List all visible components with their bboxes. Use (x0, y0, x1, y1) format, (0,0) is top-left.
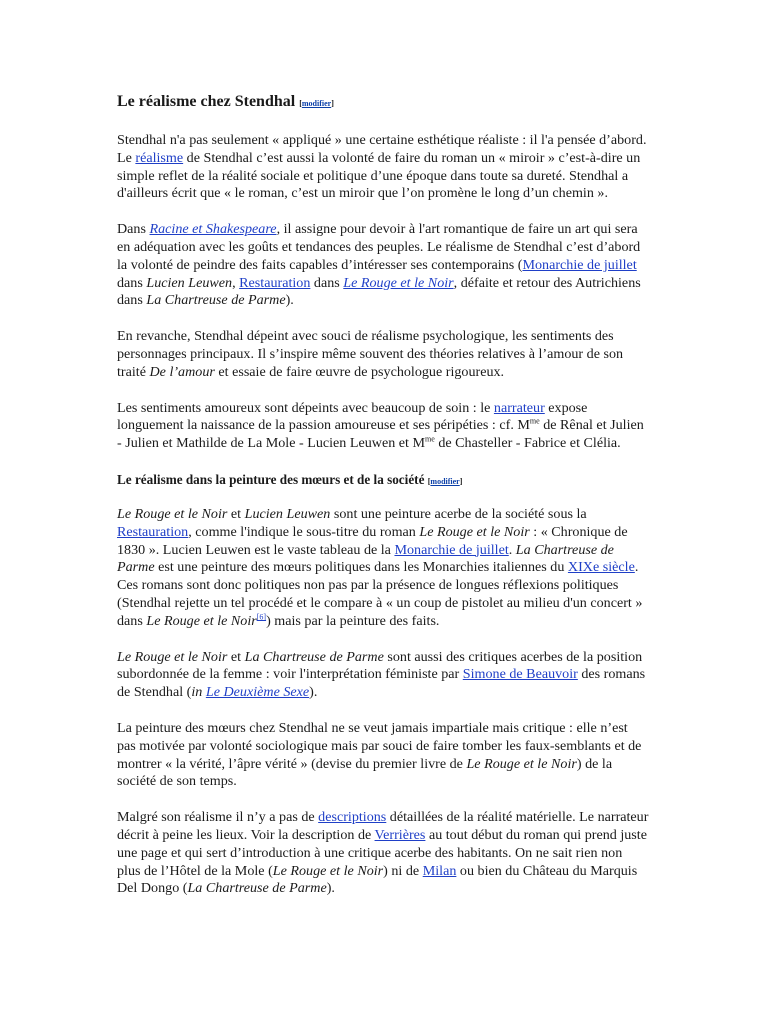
edit-link-wrapper: [modifier] (299, 99, 334, 108)
paragraph-5 (117, 506, 649, 631)
text: ). (326, 880, 335, 897)
text: dans (310, 274, 344, 291)
link-descriptions[interactable]: descriptions (318, 809, 387, 826)
text: de Stendhal c’est aussi la volonté de faire du roman un « miroir » c’est-à-dire un simple reflet de la réalité sociale et politique d’une époque dans toute sa dureté. Stendhal a d'ailleurs écrit que « le roman, c’est un miroir que l’on promène le long d’un chemin ». (117, 149, 641, 202)
text: La peinture des mœurs chez Stendhal ne se veut jamais impartiale mais critique : elle n’est pas motivée par volonté sociologique mais par souci de faire tomber les faux-semblants et de montrer « la vérité, l’âpre vérité » (devise du premier livre de (117, 719, 642, 772)
link-narrateur[interactable]: narrateur (493, 399, 545, 416)
text: ou bien du Château du Marquis Del Dongo ( (117, 862, 638, 897)
link-simone-beauvoir[interactable]: Simone de Beauvoir (462, 666, 578, 683)
title-italic: Le Rouge et le Noir (146, 612, 257, 629)
text: , comme l'indique le sous-titre du roman (188, 523, 420, 540)
edit-link[interactable]: modifier (301, 99, 332, 108)
title-italic: Le Rouge et le Noir (419, 523, 530, 540)
title-italic: Le Rouge et le Noir (117, 648, 228, 665)
text: : « Chronique de 1830 ». Lucien Leuwen est le vaste tableau de la (117, 523, 628, 558)
link-realisme[interactable]: réalisme (135, 149, 184, 166)
text: ) ni de (383, 862, 423, 879)
italic-word: in (191, 684, 203, 701)
title-italic: Lucien Leuwen (244, 505, 331, 522)
section-heading-moeurs (117, 471, 649, 491)
link-milan[interactable]: Milan (422, 862, 457, 879)
superscript: me (529, 416, 540, 426)
link-monarchie-juillet-2[interactable]: Monarchie de juillet (394, 541, 509, 558)
title-italic: Le Rouge et le Noir (466, 755, 577, 772)
text: sont une peinture acerbe de la société sous la (330, 505, 587, 522)
title-italic: Lucien Leuwen (146, 274, 233, 291)
text: , (232, 274, 240, 291)
title-italic: La Chartreuse de Parme (187, 880, 327, 897)
text: En revanche, Stendhal dépeint avec souci de réalisme psychologique, les sentiments des personnages principaux. Il s’inspire même souvent des théories relatives à l’amour de son traité (117, 328, 624, 380)
superscript: me (425, 434, 435, 444)
text: Stendhal n'a pas seulement « appliqué » une certaine esthétique réaliste : il l'a pensée d’abord. Le (117, 132, 647, 166)
title-italic: La Chartreuse de Parme (244, 648, 384, 665)
text: de Chasteller - Fabrice et Clélia. (434, 435, 621, 452)
text: au tout début du roman qui prend juste une page et qui sert d’introduction à une critique acerbe des habitants. On ne sait rien non plus de l’Hôtel de la Mole ( (117, 826, 647, 879)
text: et essaie de faire œuvre de psychologue rigoureux. (214, 363, 505, 380)
title-italic: La Chartreuse de Parme (146, 292, 286, 309)
paragraph-7 (117, 720, 649, 791)
paragraph-8 (117, 809, 649, 898)
link-restauration[interactable]: Restauration (239, 274, 311, 291)
text: , défaite et retour des Autrichiens dans (117, 274, 641, 309)
text: ). (309, 684, 318, 701)
text: . Ces romans sont donc politiques non pas par la présence de longues réflexions politiques (Stendhal rejette un tel procédé et le compare à « un coup de pistolet au milieu d'un concert » dans (117, 559, 643, 629)
text: détaillées de la réalité matérielle. Le narrateur décrit à peine les lieux. Voir la description de (117, 809, 649, 843)
link-deuxieme-sexe[interactable] (206, 684, 309, 700)
link-rouge-noir[interactable] (343, 275, 453, 291)
link-racine-shakespeare[interactable] (150, 221, 277, 237)
text: et (227, 648, 245, 665)
text: est une peinture des mœurs politiques dans les Monarchies italiennes du (154, 559, 568, 576)
text: , il assigne pour devoir à l'art romantique de faire un art qui sera en adéquation avec les goûts et tendances des peuples. Le réalisme de Stendhal c’est d’abord la volonté de peindre des faits capables d’intéresser ses contemporains ( (117, 221, 641, 273)
paragraph-2 (117, 221, 649, 310)
link-restauration-2[interactable]: Restauration (117, 523, 189, 540)
link-monarchie-juillet[interactable]: Monarchie de juillet (522, 256, 637, 273)
section-title: Le réalisme chez Stendhal (117, 93, 296, 110)
edit-link-wrapper: [modifier] (427, 476, 463, 486)
paragraph-1 (117, 132, 649, 203)
text: ) mais par la peinture des faits. (266, 612, 440, 629)
text: Les sentiments amoureux sont dépeints avec beaucoup de soin : le (117, 399, 494, 416)
title-italic: La Chartreuse de Parme (117, 541, 614, 576)
paragraph-3 (117, 328, 649, 381)
link-verrieres[interactable]: Verrières (374, 826, 426, 843)
reference-link[interactable]: [6] (256, 612, 267, 622)
link-text: Le Rouge et le Noir (343, 274, 454, 291)
link-xixe-siecle[interactable]: XIXe siècle (567, 559, 635, 576)
paragraph-6 (117, 649, 649, 702)
section-title: Le réalisme dans la peinture des mœurs et de la société (117, 471, 425, 487)
text: et (227, 505, 245, 522)
link-text: Racine et Shakespeare (149, 221, 277, 238)
text: . (508, 541, 516, 558)
section-heading-realisme (117, 92, 649, 114)
edit-link[interactable]: modifier (430, 476, 460, 486)
title-italic: Le Rouge et le Noir (117, 505, 228, 522)
text: dans (117, 274, 147, 291)
text: ). (285, 292, 294, 309)
text: sont aussi des critiques acerbes de la position subordonnée de la femme : voir l'interprétation féministe par (117, 648, 643, 683)
text: Malgré son réalisme il n’y a pas de (117, 809, 319, 826)
text: des romans de Stendhal ( (117, 666, 646, 701)
article-content (117, 92, 649, 916)
title-italic: De l’amour (149, 363, 215, 380)
text: Dans (117, 221, 150, 238)
paragraph-4 (117, 400, 649, 453)
text: expose longuement la naissance de la passion amoureuse et ses péripéties : cf. M (117, 399, 588, 434)
title-italic: Le Rouge et le Noir (272, 862, 384, 879)
text: de Rênal et Julien - Julien et Mathilde de La Mole - Lucien Leuwen et M (117, 417, 644, 452)
text: ) de la société de son temps. (117, 755, 613, 790)
link-text: Le Deuxième Sexe (205, 684, 310, 701)
